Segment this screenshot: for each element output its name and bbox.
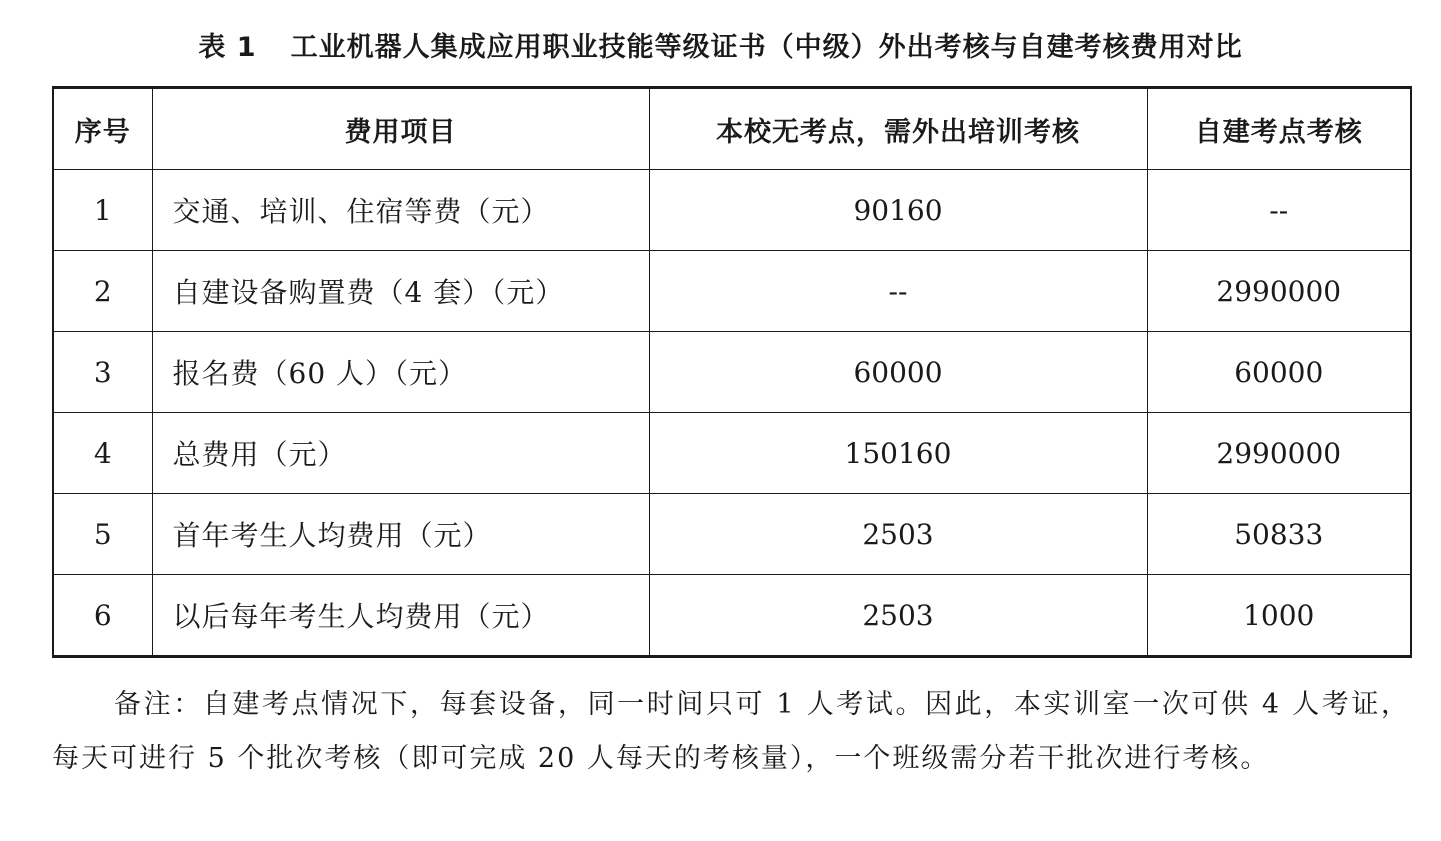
cell-self-built: 2990000 <box>1147 413 1411 494</box>
header-external: 本校无考点，需外出培训考核 <box>649 88 1147 170</box>
header-item: 费用项目 <box>152 88 649 170</box>
cell-no: 5 <box>53 494 152 575</box>
cell-no: 3 <box>53 332 152 413</box>
cell-no: 2 <box>53 251 152 332</box>
table-note: 备注：自建考点情况下，每套设备，同一时间只可 1 人考试。因此，本实训室一次可供 4 人考证，每天可进行 5 个批次考核（即可完成 20 人每天的考核量），一个班级需分若干批次进行考核。 <box>52 689 1410 774</box>
table-row <box>53 170 1411 251</box>
table-caption-title: 工业机器人集成应用职业技能等级证书（中级）外出考核与自建考核费用对比 <box>290 32 1243 63</box>
cell-external: 60000 <box>649 332 1147 413</box>
cell-item: 报名费（60 人）（元） <box>152 332 649 413</box>
cell-external: 150160 <box>649 413 1147 494</box>
cell-self-built: 2990000 <box>1147 251 1411 332</box>
header-no: 序号 <box>53 88 152 170</box>
cell-item: 首年考生人均费用（元） <box>152 494 649 575</box>
cell-external: -- <box>649 251 1147 332</box>
cost-comparison-table <box>52 86 1412 658</box>
table-header-row <box>53 88 1411 170</box>
table-row <box>53 575 1411 657</box>
cell-external: 2503 <box>649 494 1147 575</box>
cell-external: 2503 <box>649 575 1147 657</box>
cell-external: 90160 <box>649 170 1147 251</box>
header-self-built: 自建考点考核 <box>1147 88 1411 170</box>
cell-no: 6 <box>53 575 152 657</box>
table-row <box>53 494 1411 575</box>
cell-item: 以后每年考生人均费用（元） <box>152 575 649 657</box>
cell-self-built: 60000 <box>1147 332 1411 413</box>
cell-self-built: 1000 <box>1147 575 1411 657</box>
cell-no: 1 <box>53 170 152 251</box>
table-caption-label: 表 1 <box>198 32 257 63</box>
cell-item: 交通、培训、住宿等费（元） <box>152 170 649 251</box>
cell-self-built: -- <box>1147 170 1411 251</box>
cell-item: 总费用（元） <box>152 413 649 494</box>
cell-item: 自建设备购置费（4 套）（元） <box>152 251 649 332</box>
table-row <box>53 413 1411 494</box>
table-caption <box>0 26 1441 70</box>
table-row <box>53 251 1411 332</box>
table-row <box>53 332 1411 413</box>
cell-self-built: 50833 <box>1147 494 1411 575</box>
cell-no: 4 <box>53 413 152 494</box>
